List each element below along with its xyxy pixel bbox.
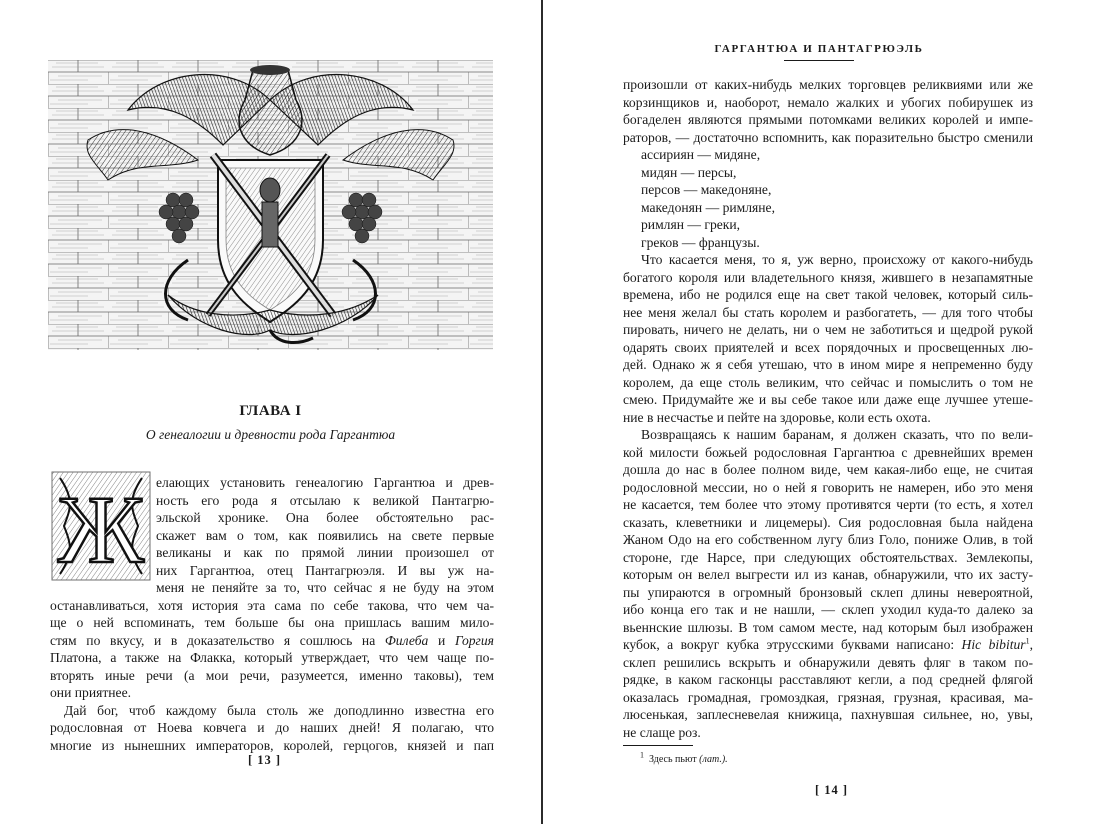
text-line: времена, ибо не родился еще на свет такой человек, который силь- [623, 287, 1033, 302]
text-line: эльской хронике. Она более обстоятельно рас- [156, 510, 494, 525]
text-line: великаны и как по прямой линии произошел от [156, 545, 494, 560]
verse-line: римлян — греки, [641, 217, 741, 232]
text-line: нее меня желал бы стать королем и разбогатеть, — для того чтобы [623, 304, 1033, 320]
text-line: ще о ней вспоминать, тем больше бы она пришлась вашим мило- [50, 615, 494, 630]
text-line: не касается, тем более что этому противятся черти (то есть, я хотел [623, 497, 1033, 512]
verse-line: греков — французы. [641, 234, 760, 250]
chapter-title: ГЛАВА I [239, 403, 302, 419]
heraldic-engraving-illustration [48, 60, 493, 350]
verse-line: македонян — римляне, [641, 199, 775, 215]
text-line: родословной мессии, но о ней я говорить не намерен, ибо это меня [623, 479, 1033, 495]
text-line: произошли от каких-нибудь мелких торговцев реликвиями или же [623, 77, 1033, 92]
footnote-rule [623, 745, 693, 746]
text-line: вторять иные речи (а мои речи, разумеется, именно таковы), тем [50, 667, 494, 683]
text-line: кой милости божьей родословная Гаргантюа с древнейших времен [623, 444, 1033, 460]
text-line: которым он велел выгрести ил из канав, обнаружили, что их засту- [623, 567, 1033, 582]
text-line: богатого короля или владетельного князя, жившего в незапамятные [623, 269, 1033, 285]
verse-line: мидян — персы, [641, 164, 737, 180]
text-line: стям по вкусу, и в доказательство я сошлюсь на Филеба и Горгия [50, 632, 494, 648]
text-line: ние в несчастье и пейте на здоровье, коли есть охота. [623, 409, 931, 425]
chapter-subtitle: О генеалогии и древности рода Гаргантюа [145, 427, 396, 442]
dropcap-letter: Ж [57, 476, 145, 582]
page-number: [ 13 ] [248, 753, 282, 767]
text-line: смею. Придумайте же и вы себе такое или даже еще лучшее утеше- [623, 392, 1033, 407]
text-line: них Гаргантюа, отец Пантагрюэля. И вы уж на- [156, 562, 494, 578]
text-line: елающих установить генеалогию Гаргантюа и древ- [156, 475, 494, 490]
text-line: сказать, клеветники и лицемеры). Сия родословная была найдена [623, 514, 1033, 530]
text-line: люсенькая, заплесневелая книжица, пахнувшая сильнее, но, увы, [623, 707, 1033, 722]
text-line: Что касается меня, то я, уж верно, происхожу от какого-нибудь [641, 252, 1033, 267]
verse-line: ассириян — мидяне, [641, 147, 761, 162]
text-line: корзинщиков и, наоборот, немало жалких и убогих побирушек из [623, 94, 1033, 110]
text-line: останавливаться, хотя история эта сама по себе такова, что чем ча- [50, 597, 494, 613]
text-line: они приятнее. [50, 685, 132, 700]
text-line: дошла до нас в более полном виде, чем какая-либо еще, не считая [623, 462, 1033, 477]
running-head: ГАРГАНТЮА И ПАНТАГРЮЭЛЬ [714, 43, 924, 55]
running-head-rule [784, 60, 854, 61]
text-line: многие из нынешних императоров, королей, герцогов, князей и пап [50, 737, 494, 753]
text-line: одарять своих приятелей и всех порядочных и просвещенных лю- [623, 339, 1033, 355]
text-line: Возвращаясь к нашим баранам, я должен сказать, что по вели- [641, 427, 1033, 442]
text-line: дей. Однако ж я себя утешаю, что в ином мире я непременно буду [623, 357, 1033, 372]
right-page [543, 0, 1095, 824]
text-line: пировать, ничего не делать, ни о чем не заботиться и щедрой рукой [623, 322, 1033, 337]
page-number: [ 14 ] [815, 783, 849, 797]
text-line: кубок, а вокруг кубка этрусскими буквами написано: Hic bibitur$^1$, [623, 636, 1033, 652]
left-page [0, 0, 541, 824]
text-line: Дай бог, чтоб каждому была столь же доподлинно известна его [64, 702, 494, 718]
text-line: родословная от Ноева ковчега и до наших дней! Я полагаю, что [50, 720, 494, 735]
text-line: Жаном Одо на его собственном лугу близ Голо, пониже Олив, в той [623, 532, 1033, 547]
text-line: пы упираются в огромный бронзовый склеп длины невероятной, [623, 584, 1033, 600]
text-line: не слаще роз. [623, 724, 701, 740]
ornamental-dropcap [50, 470, 152, 582]
text-line: вьеннские шлюзы. В том самом месте, над которым был изображен [623, 619, 1033, 635]
text-line: склеп решились вскрыть и обнаружили девять фляг в таком по- [623, 654, 1033, 670]
text-line: королем, да еще столь великим, что сейчас и помыслить о том не [623, 374, 1033, 390]
text-line: Платона, а также на Флакка, который утверждает, что чем чаще по- [50, 650, 494, 665]
text-line: ность его рода я отсылаю к великой Пантагрю- [156, 492, 494, 508]
text-line: богаделен являются прямыми потомками великих королей и импе- [623, 112, 1033, 127]
text-line: меня не пеняйте за то, что сейчас я не буду на этом [156, 580, 494, 595]
text-line: рядке, в каком гасконцы расставляют кегли, а под средней флягой [623, 672, 1033, 687]
text-line: скажет вам о том, как появились на свете первые [156, 527, 494, 543]
text-line: оказалась громадная, громоздкая, грязная, грузная, красивая, ма- [623, 689, 1033, 705]
text-line: раторов, — достаточно вспомнить, как поразительно быстро сменили [623, 129, 1033, 145]
text-line: стороне, где Нарсе, при следующих обстоятельствах. Землекопы, [623, 549, 1033, 565]
footnote-ref: 1 [1025, 636, 1030, 646]
verse-line: персов — македоняне, [641, 182, 772, 197]
text-line: ибо конца его так и не нашли, — склеп уходил куда-то далеко за [623, 602, 1033, 617]
footnote: $^1$ Здесь пьют (лат.). [640, 750, 728, 765]
